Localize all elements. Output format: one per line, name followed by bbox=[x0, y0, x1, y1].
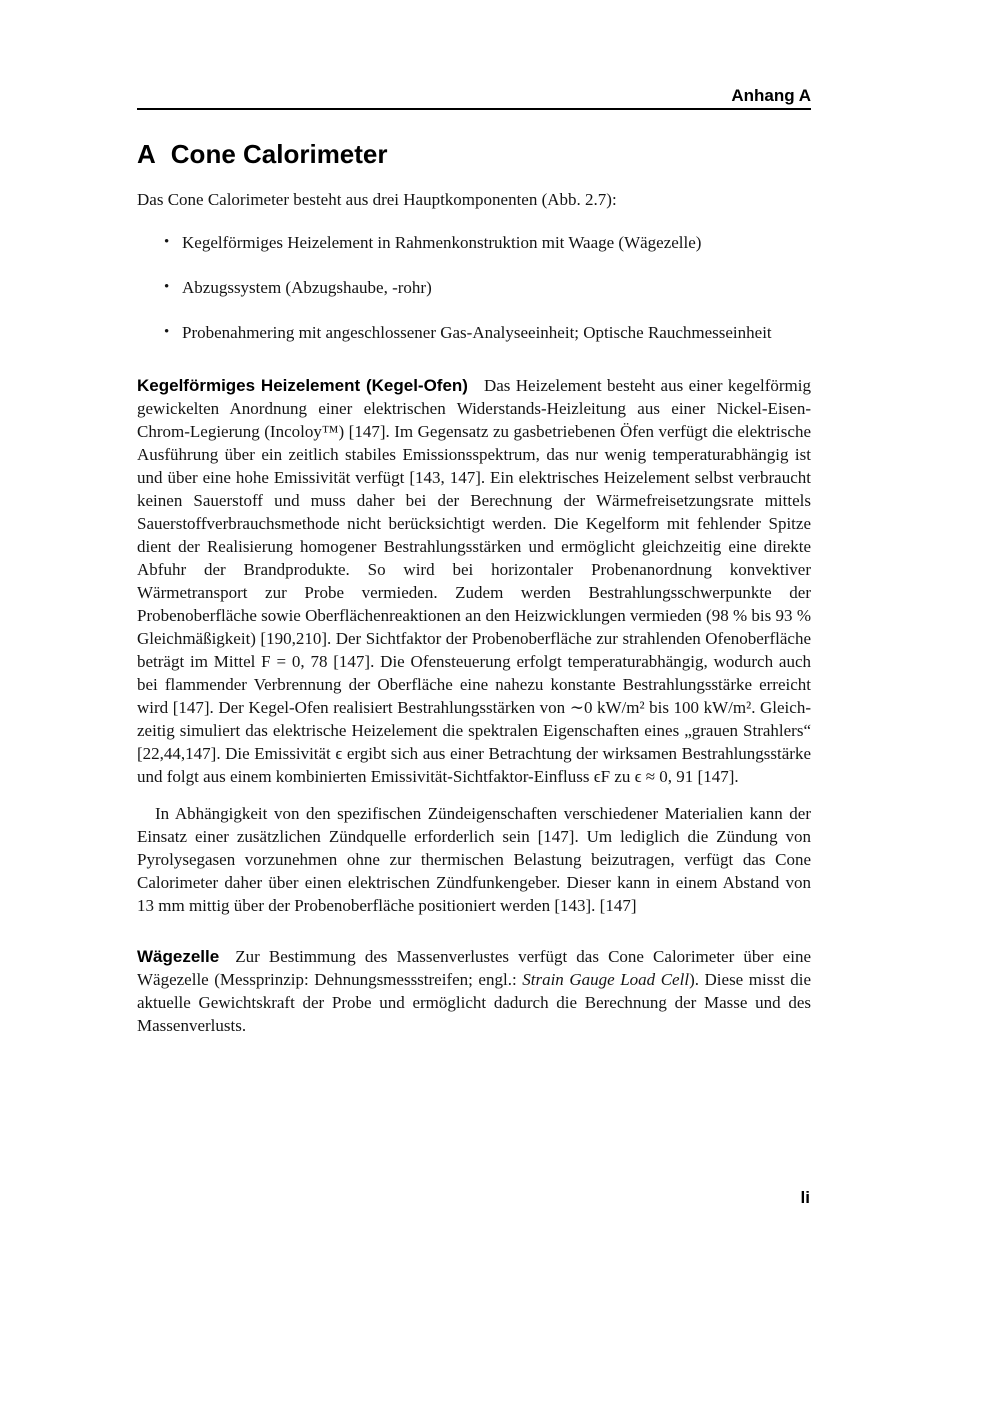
list-item bbox=[137, 276, 811, 299]
intro-paragraph: Das Cone Calorimeter besteht aus drei Hauptkomponenten (Abb. 2.7): bbox=[137, 190, 617, 209]
list-item-text: Kegelförmiges Heizelement in Rahmenkonstruktion mit Waage (Wägezelle) bbox=[182, 233, 702, 252]
page-number: li bbox=[800, 1188, 810, 1207]
text-column bbox=[137, 86, 811, 1037]
running-header bbox=[137, 86, 811, 110]
chapter-number: A bbox=[137, 139, 156, 169]
bullet-icon: • bbox=[164, 324, 170, 340]
bullet-icon: • bbox=[164, 279, 170, 295]
chapter-title: Cone Calorimeter bbox=[170, 139, 388, 169]
paragraph-zuendquelle: In Abhängigkeit von den spezifischen Zündeigenschaften verschiedener Materialien kann der Einsatz einer zusätzlichen Zündquelle erforderlich sein [147]. Um lediglich die Zündung von Pyrolysegasen vorzunehmen ohne zur thermischen Belastung beizutragen, verfügt das Cone Calorimeter daher über einen elektrischen Zündfunkengeber. Dieser kann in einem Abstand von 13 mm mittig über der Probenoberfläche positioniert werden [143]. [147] bbox=[137, 804, 811, 915]
running-header-text: Anhang A bbox=[731, 86, 811, 105]
list-item bbox=[137, 231, 811, 254]
strain-gauge-term: Strain Gauge Load Cell bbox=[522, 970, 690, 989]
section-heizelement-body: Das Heizelement besteht aus einer kegelförmig gewickelten Anordnung einer elektrischen Widerstands-Heizleitung aus einer Nickel-Eisen-Chrom-Legierung (Incoloy™) [147]. Im Gegensatz zu gasbetriebenen Öfen verfügt die elektrische Ausführung über ein zeitlich stabiles Emissionsspektrum, das nur wenig temperaturabhängig ist und über eine hohe Emissivität verfügt [143, 147]. Ein elektrisches Heizelement selbst verbraucht keinen Sauerstoff und muss daher bei der Berechnung der Wärmefreisetzungsrate mittels Sauerstoffverbrauchsmethode nicht berücksichtigt werden. Die Kegelform mit fehlender Spitze dient der Realisierung homogener Bestrahlungsstärken und ermöglicht gleichzeitig eine direkte Abfuhr der Brandprodukte. So wird bei horizontaler Probenanordnung konvektiver Wärmetransport zur Probe vermieden. Zudem werden Bestrahlungsschwerpunkte der Probenoberfläche sowie Oberflächenreaktionen an den Heizwicklungen vermieden (98 % bis 93 % Gleichmäßigkeit) [190,210]. Der Sichtfaktor der Probenoberfläche zur strahlenden Ofenoberfläche beträgt im Mittel F = 0, 78 [147]. Die Ofensteuerung erfolgt temperaturabhängig, wodurch auch bei flammender Verbrennung der Oberfläche eine nahezu konstante Bestrahlungsstärke erreicht wird [147]. Der Kegel-Ofen realisiert Bestrahlungsstärken von ∼0 kW/m² bis 100 kW/m². Gleichzeitig simuliert das elektrische Heizelement die spektralen Eigenschaften eines „grauen Strahlers“ [22,44,147]. Die Emissivität ϵ ergibt sich aus einer Betrachtung der wirksamen Bestrahlungsstärke und folgt aus einem kombinierten Emissivität-Sichtfaktor-Einfluss ϵF zu ϵ ≈ 0, 91 [147]. bbox=[137, 376, 811, 786]
section-heizelement bbox=[137, 374, 811, 788]
chapter-heading bbox=[137, 140, 811, 168]
list-item-text: Abzugssystem (Abzugshaube, -rohr) bbox=[182, 278, 432, 297]
section-heizelement-title: Kegelförmiges Heizelement (Kegel-Ofen) bbox=[137, 376, 468, 395]
section-waegezelle bbox=[137, 945, 811, 1037]
component-list bbox=[137, 231, 811, 344]
bullet-icon: • bbox=[164, 234, 170, 250]
section-waegezelle-title: Wägezelle bbox=[137, 947, 220, 966]
list-item bbox=[137, 321, 811, 344]
list-item-text: Probenahmering mit angeschlossener Gas-Analyseeinheit; Optische Rauchmesseinheit bbox=[182, 323, 772, 342]
section-waegezelle-body-post: ). Diese misst die aktuelle Gewichtskraft der Probe und ermöglicht dadurch die Berechnung der Masse und des Massenverlusts. bbox=[137, 970, 811, 1035]
section-waegezelle-body-pre: Zur Bestimmung des Massenverlustes verfügt das Cone Calorimeter über eine Wägezelle (Messprinzip: Dehnungsmessstreifen; engl.: bbox=[137, 947, 811, 989]
